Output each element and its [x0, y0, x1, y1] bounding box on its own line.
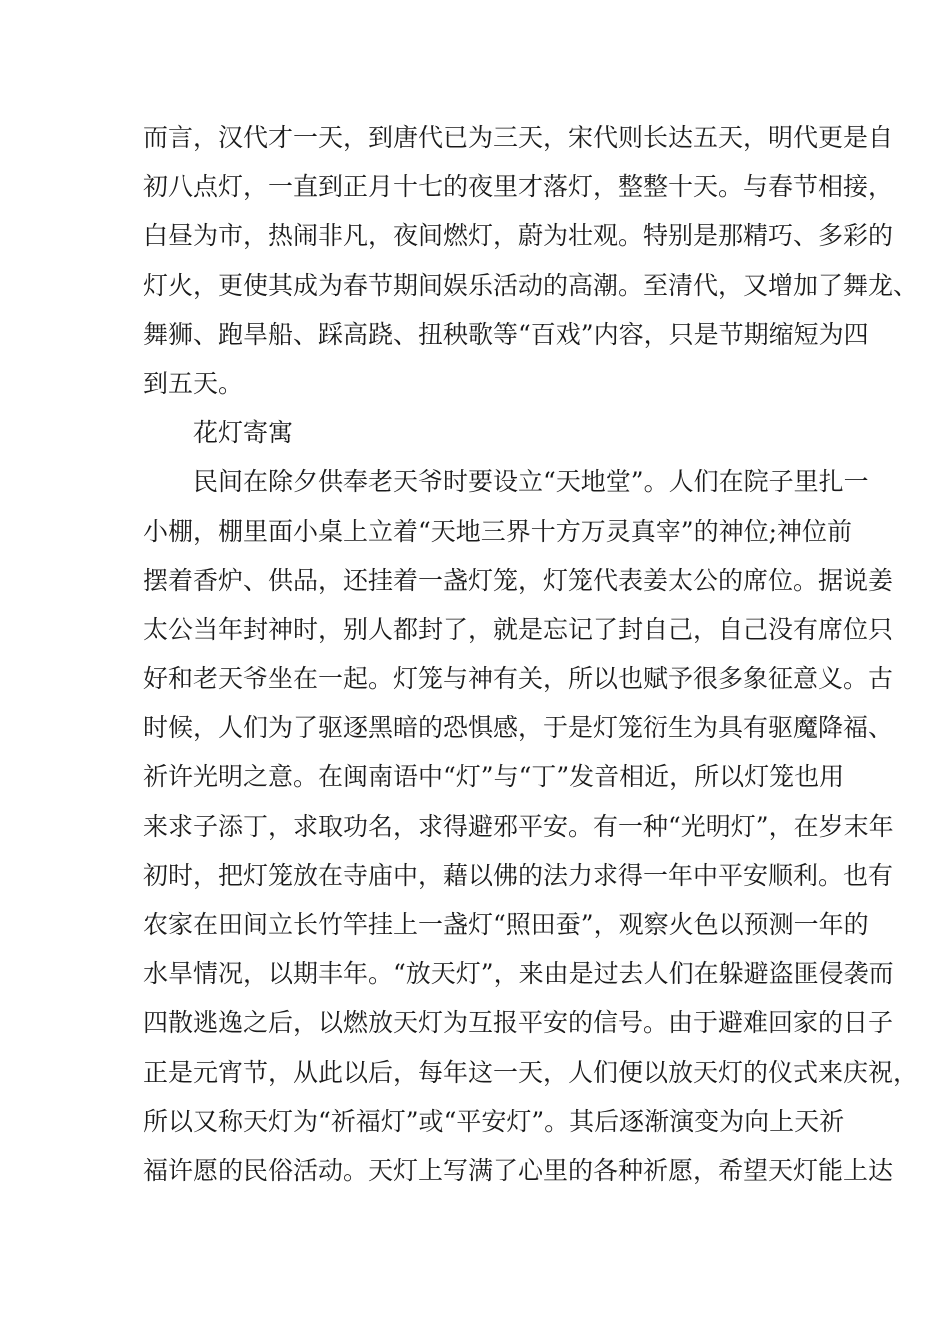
section-heading: 花灯寄寓	[193, 418, 294, 448]
paragraph-line: 时候，人们为了驱逐黑暗的恐惧感，于是灯笼衍生为具有驱魔降福、	[143, 713, 894, 743]
paragraph-line: 白昼为市，热闹非凡，夜间燃灯，蔚为壮观。特别是那精巧、多彩的	[143, 221, 894, 251]
paragraph-line: 舞狮、跑旱船、踩高跷、扭秧歌等“百戏”内容，只是节期缩短为四	[143, 319, 869, 349]
paragraph-line: 正是元宵节，从此以后，每年这一天，人们便以放天灯的仪式来庆祝，	[143, 1057, 919, 1087]
paragraph-line: 所以又称天灯为“祈福灯”或“平安灯”。其后逐渐演变为向上天祈	[143, 1106, 845, 1136]
paragraph-line: 来求子添丁，求取功名，求得避邪平安。有一种“光明灯”，在岁末年	[143, 811, 894, 841]
paragraph-line: 民间在除夕供奉老天爷时要设立“天地堂”。人们在院子里扎一	[193, 467, 869, 497]
document-body	[143, 113, 919, 1195]
paragraph-line: 灯火，更使其成为春节期间娱乐活动的高潮。至清代，又增加了舞龙、	[143, 270, 919, 300]
paragraph-line: 农家在田间立长竹竿挂上一盏灯“照田蚕”，观察火色以预测一年的	[143, 910, 869, 939]
paragraph-line: 初八点灯，一直到正月十七的夜里才落灯，整整十天。与春节相接，	[143, 172, 894, 202]
paragraph-line: 初时，把灯笼放在寺庙中，藉以佛的法力求得一年中平安顺利。也有	[143, 860, 894, 890]
paragraph-line: 小棚，棚里面小桌上立着“天地三界十方万灵真宰”的神位;神位前	[143, 516, 852, 546]
paragraph-line: 好和老天爷坐在一起。灯笼与神有关，所以也赋予很多象征意义。古	[143, 664, 894, 694]
paragraph-line: 水旱情况，以期丰年。“放天灯”，来由是过去人们在躲避盗匪侵袭而	[143, 959, 894, 989]
paragraph-line: 摆着香炉、供品，还挂着一盏灯笼，灯笼代表姜太公的席位。据说姜	[143, 565, 894, 595]
paragraph	[143, 113, 919, 408]
paragraph-line: 祈许光明之意。在闽南语中“灯”与“丁”发音相近，所以灯笼也用	[143, 762, 845, 792]
paragraph-line: 到五天。	[143, 368, 244, 398]
paragraph-line: 福许愿的民俗活动。天灯上写满了心里的各种祈愿，希望天灯能上达	[143, 1155, 894, 1185]
paragraph-line: 而言，汉代才一天，到唐代已为三天，宋代则长达五天，明代更是自	[143, 123, 894, 152]
paragraph-line: 四散逃逸之后，以燃放天灯为互报平安的信号。由于避难回家的日子	[143, 1008, 894, 1038]
paragraph	[143, 457, 919, 1195]
paragraph-line: 太公当年封神时，别人都封了，就是忘记了封自己，自己没有席位只	[143, 614, 894, 644]
